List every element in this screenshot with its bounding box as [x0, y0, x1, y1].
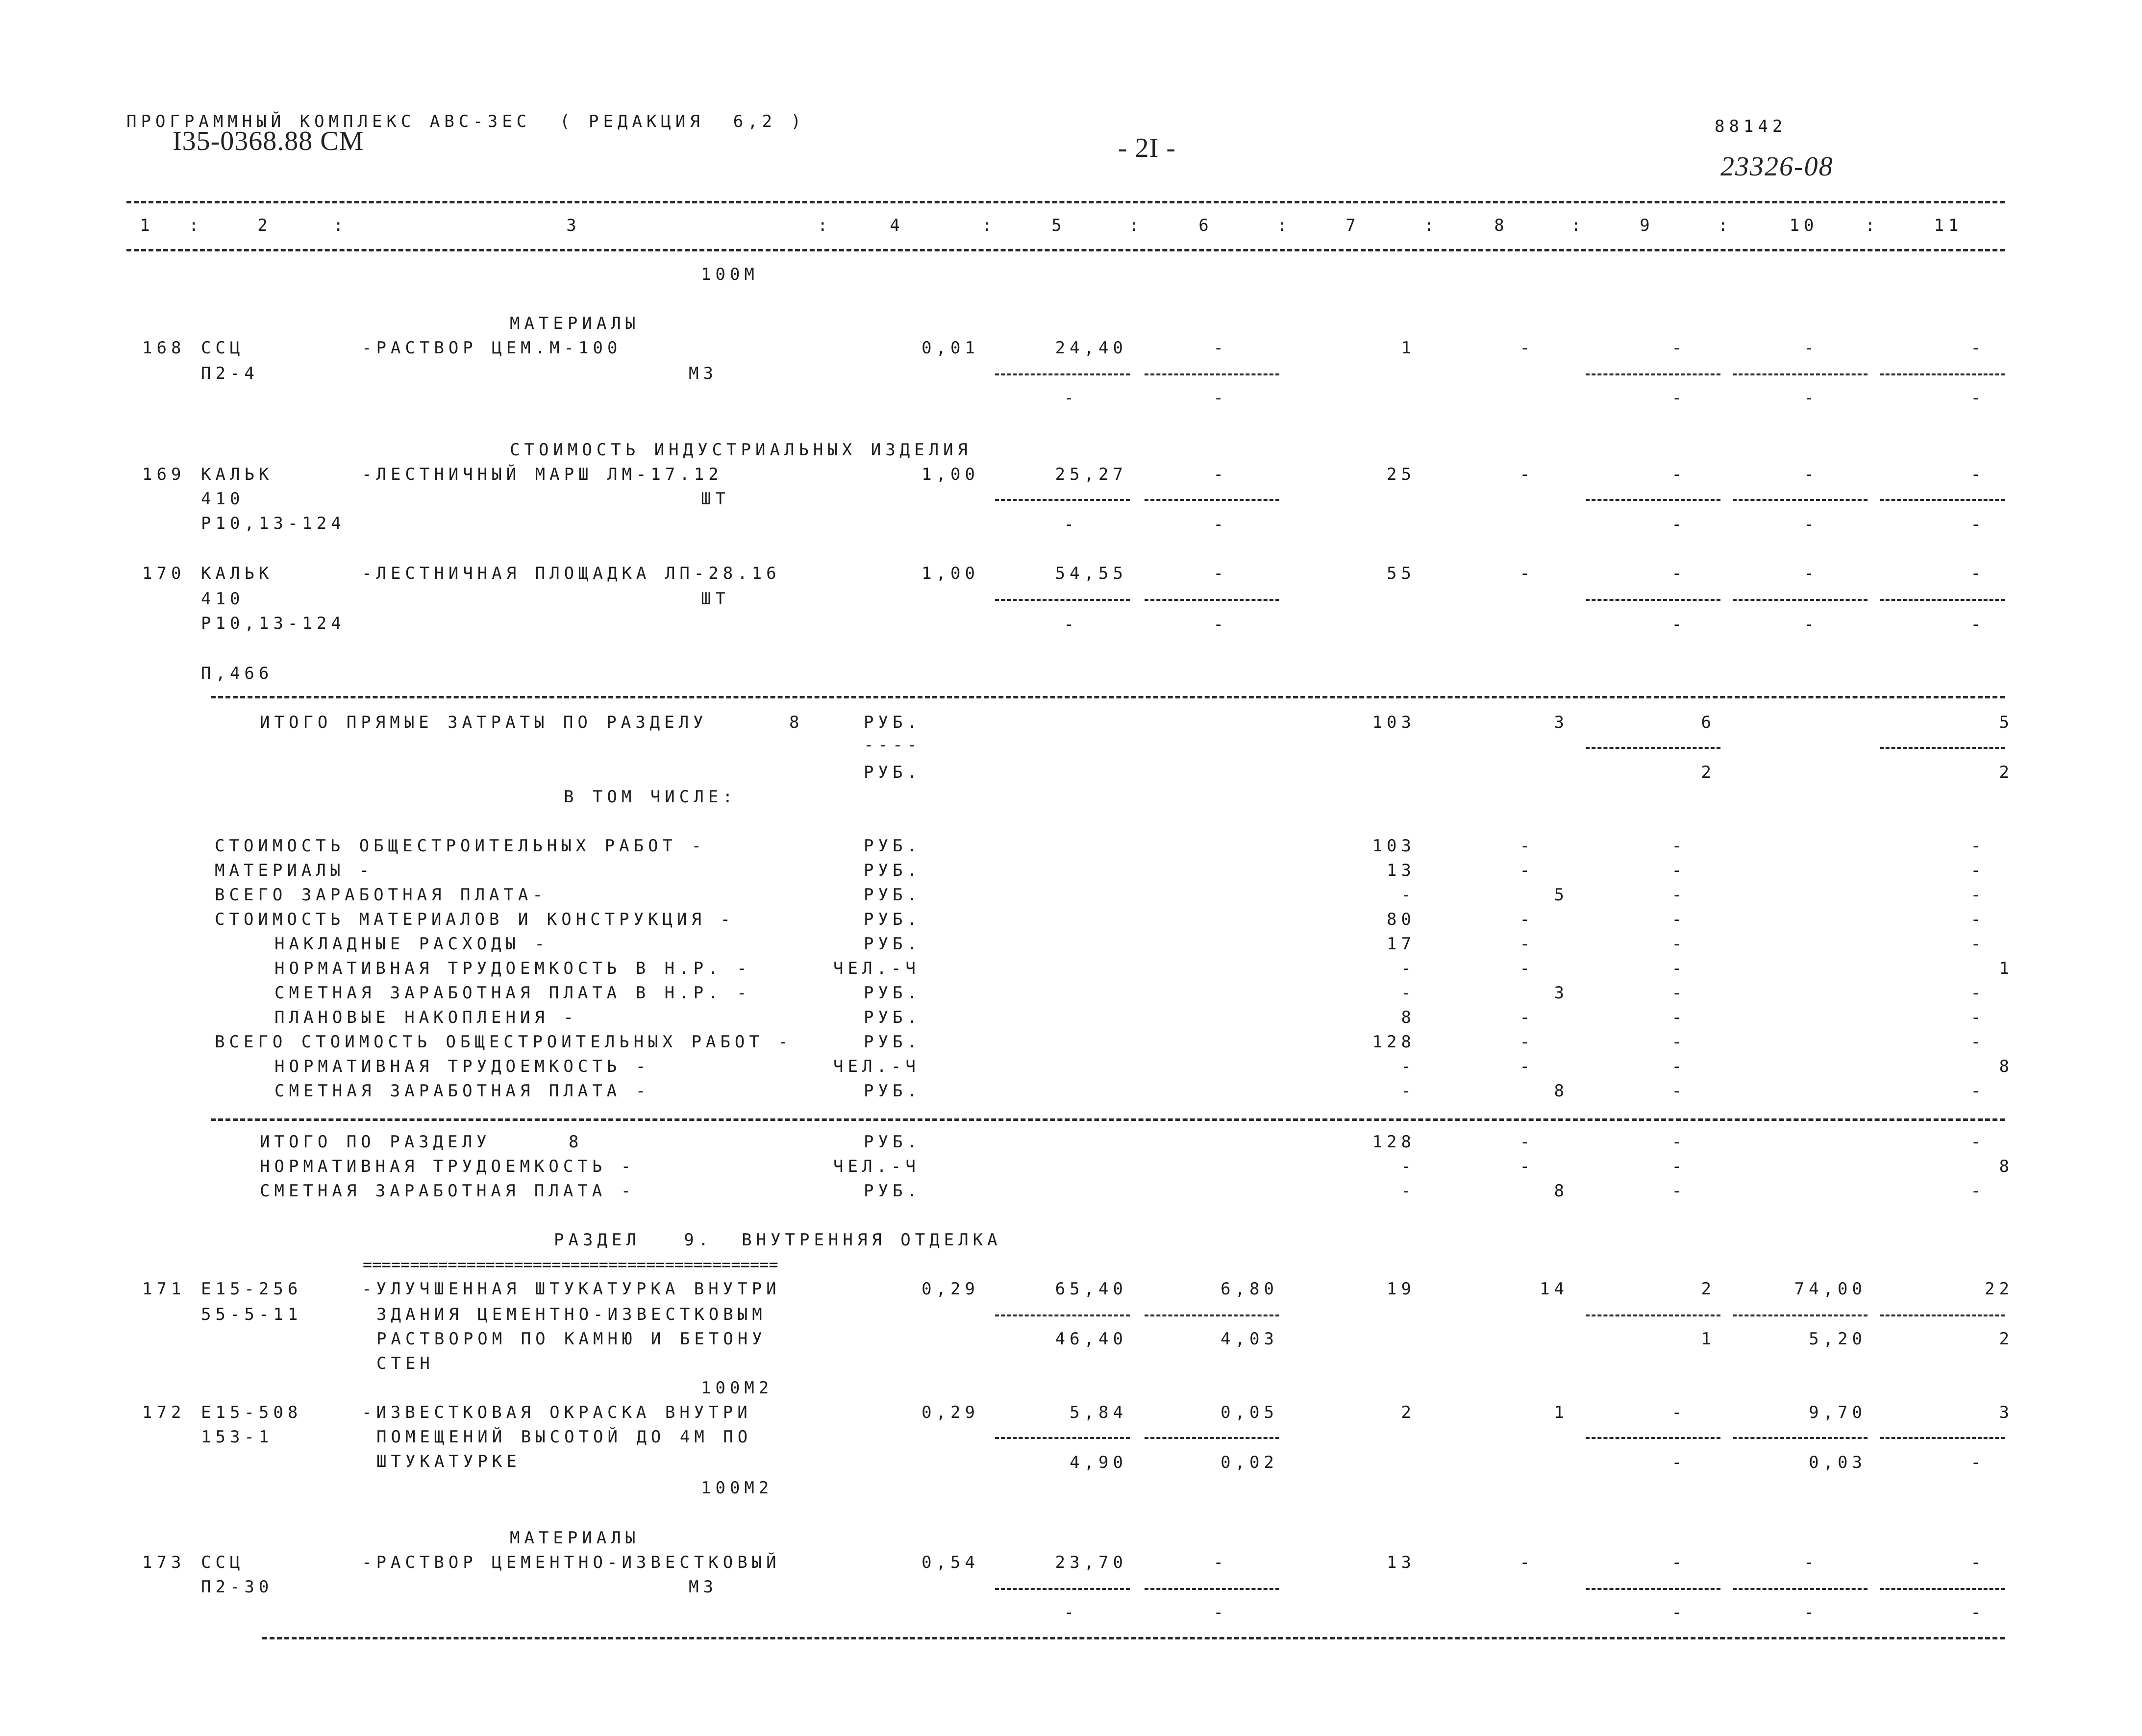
cell-rule — [995, 1314, 1130, 1316]
row-unit: М3 — [689, 1577, 718, 1597]
breakdown-label: НОРМАТИВНАЯ ТРУДОЕМКОСТЬ - — [274, 1057, 650, 1076]
page-number: - 2I - — [1118, 133, 1176, 163]
row-c7: 19 — [1387, 1279, 1416, 1299]
breakdown-unit: РУБ. — [864, 861, 922, 880]
row-c7: 25 — [1387, 465, 1416, 484]
direct-c9-second: 2 — [1701, 763, 1716, 782]
row-name-3: ШТУКАТУРКЕ — [376, 1452, 521, 1471]
row-c11-second: - — [1970, 1453, 1985, 1472]
breakdown-unit: ЧЕЛ.-Ч — [833, 959, 920, 978]
row-c11-second: 2 — [1999, 1329, 2014, 1349]
row-code-3: Р10,13-124 — [201, 514, 346, 533]
group-title: МАТЕРИАЛЫ — [510, 314, 640, 333]
row-name: -ЛЕСТНИЧНАЯ ПЛОЩАДКА ЛП-28.16 — [362, 564, 781, 583]
breakdown-c8: 8 — [1554, 1081, 1569, 1101]
breakdown-c9: - — [1671, 1032, 1686, 1052]
row-c5: 54,55 — [1055, 564, 1127, 583]
row-c6: - — [1213, 1553, 1228, 1572]
col-10: 10 — [1789, 216, 1818, 235]
row-code: КАЛЬК — [201, 465, 274, 484]
row-c8: - — [1519, 465, 1534, 484]
direct-c8: 3 — [1554, 713, 1569, 732]
breakdown-c9: - — [1671, 934, 1686, 954]
row-name-3: РАСТВОРОМ ПО КАМНЮ И БЕТОНУ — [376, 1329, 767, 1349]
row-c8: 14 — [1540, 1279, 1569, 1299]
row-c6-second: 4,03 — [1220, 1329, 1278, 1349]
section-total-c9: - — [1671, 1157, 1686, 1176]
direct-c7: 103 — [1372, 713, 1416, 732]
cell-rule — [1586, 599, 1720, 601]
breakdown-unit: РУБ. — [864, 1081, 922, 1101]
breakdown-c7: 103 — [1372, 836, 1416, 856]
cell-rule — [995, 1437, 1130, 1439]
breakdown-label: МАТЕРИАЛЫ - — [215, 861, 374, 880]
breakdown-c8: - — [1519, 1008, 1534, 1027]
cell-rule — [1880, 1588, 2005, 1590]
row-c10-second: 5,20 — [1809, 1329, 1867, 1349]
row-number: 171 — [142, 1279, 186, 1299]
row-name: -ИЗВЕСТКОВАЯ ОКРАСКА ВНУТРИ — [362, 1403, 752, 1422]
section-total-c8: 8 — [1554, 1181, 1569, 1201]
section-total-c7: - — [1401, 1157, 1416, 1176]
breakdown-c8: - — [1519, 861, 1534, 880]
row-c11-second: - — [1970, 615, 1985, 634]
cell-rule — [1145, 1588, 1279, 1590]
row-c11: - — [1970, 1553, 1985, 1572]
row-c9: 2 — [1701, 1279, 1716, 1299]
cell-rule — [1733, 1588, 1868, 1590]
breakdown-c9: - — [1671, 1081, 1686, 1101]
row-c6: - — [1213, 338, 1228, 358]
breakdown-c7: 17 — [1387, 934, 1416, 954]
row-c10: - — [1804, 1553, 1818, 1572]
section-total-unit: РУБ. — [864, 1132, 922, 1152]
row-c6-second: 0,02 — [1220, 1453, 1278, 1472]
row-number: 170 — [142, 564, 186, 583]
col-sep: : — [982, 216, 996, 235]
note-reference: П,466 — [201, 664, 274, 683]
breakdown-c7: - — [1401, 885, 1416, 905]
section-total-c7: - — [1401, 1181, 1416, 1201]
breakdown-label: ВСЕГО ЗАРАБОТНАЯ ПЛАТА- — [215, 885, 547, 905]
col-sep: : — [1277, 216, 1292, 235]
row-unit: 100М2 — [701, 1478, 773, 1498]
row-c6-second: - — [1213, 515, 1228, 534]
row-code-3: Р10,13-124 — [201, 614, 346, 633]
breakdown-c11: - — [1970, 861, 1985, 880]
header-rule-top — [126, 201, 2005, 203]
breakdown-c11: 1 — [1999, 959, 2014, 978]
direct-c11-second: 2 — [1999, 763, 2014, 782]
row-c9-second: 1 — [1701, 1329, 1716, 1349]
row-c9-second: - — [1671, 1453, 1686, 1472]
breakdown-c9: - — [1671, 836, 1686, 856]
breakdown-c11: - — [1970, 934, 1985, 954]
row-code: Е15-508 — [201, 1403, 302, 1422]
row-qty: 0,29 — [922, 1279, 979, 1299]
direct-costs-section: 8 — [789, 713, 804, 732]
row-c11: 3 — [1999, 1403, 2014, 1422]
col-sep: : — [1865, 216, 1880, 235]
row-c7: 2 — [1401, 1403, 1416, 1422]
row-c8: - — [1519, 564, 1534, 583]
row-c10-second: - — [1804, 515, 1818, 534]
row-c10: 74,00 — [1794, 1279, 1867, 1299]
section-total-c8: - — [1519, 1157, 1534, 1176]
breakdown-unit: РУБ. — [864, 836, 922, 856]
breakdown-c9: - — [1671, 1008, 1686, 1027]
row-name-2: ПОМЕЩЕНИЙ ВЫСОТОЙ ДО 4М ПО — [376, 1427, 752, 1447]
section-total-label: ИТОГО ПО РАЗДЕЛУ — [260, 1132, 491, 1152]
cell-rule — [1586, 1588, 1720, 1590]
row-c9-second: - — [1671, 515, 1686, 534]
row-name: -УЛУЧШЕННАЯ ШТУКАТУРКА ВНУТРИ — [362, 1279, 781, 1299]
row-unit: ШТ — [701, 589, 730, 609]
breakdown-label: НАКЛАДНЫЕ РАСХОДЫ - — [274, 934, 549, 954]
cell-rule — [1733, 499, 1868, 501]
section-total-section: 8 — [569, 1132, 583, 1152]
document-code: I35-0368.88 СМ — [173, 126, 364, 156]
cell-rule — [1880, 599, 2005, 601]
row-c7: 13 — [1387, 1553, 1416, 1572]
breakdown-c11: - — [1970, 836, 1985, 856]
section-totals-rule — [211, 1118, 2005, 1121]
row-c9: - — [1671, 564, 1686, 583]
row-c11: - — [1970, 564, 1985, 583]
breakdown-unit: РУБ. — [864, 934, 922, 954]
row-c11-second: - — [1970, 515, 1985, 534]
breakdown-c8: - — [1519, 1057, 1534, 1076]
row-c6-second: - — [1213, 615, 1228, 634]
row-c7: 1 — [1401, 338, 1416, 358]
breakdown-c11: - — [1970, 910, 1985, 929]
page-bottom-rule — [262, 1637, 2005, 1639]
section-total-c9: - — [1671, 1132, 1686, 1152]
row-unit: 100М2 — [701, 1378, 773, 1398]
row-c6: - — [1213, 465, 1228, 484]
breakdown-unit: РУБ. — [864, 910, 922, 929]
row-c10-second: - — [1804, 1603, 1818, 1622]
cell-rule — [995, 599, 1130, 601]
breakdown-c8: - — [1519, 836, 1534, 856]
cell-rule — [995, 499, 1130, 501]
breakdown-label: СМЕТНАЯ ЗАРАБОТНАЯ ПЛАТА В Н.Р. - — [274, 983, 751, 1003]
section-underline: ============================================ — [363, 1255, 778, 1274]
row-c10-second: 0,03 — [1809, 1453, 1867, 1472]
col-2: 2 — [257, 216, 272, 235]
section-total-unit: ЧЕЛ.-Ч — [833, 1157, 920, 1176]
row-qty: 1,00 — [922, 465, 979, 484]
col-sep: : — [333, 216, 348, 235]
breakdown-c11: - — [1970, 1008, 1985, 1027]
col-sep: : — [818, 216, 832, 235]
archive-number: 23326-08 — [1720, 151, 1834, 182]
cell-rule — [1586, 1437, 1720, 1439]
row-code: ССЦ — [201, 338, 245, 358]
breakdown-c7: 128 — [1372, 1032, 1416, 1052]
breakdown-c7: - — [1401, 1081, 1416, 1101]
breakdown-c7: 80 — [1387, 910, 1416, 929]
col-sep: : — [1424, 216, 1439, 235]
cell-rule — [1145, 499, 1279, 501]
row-c5-second: 46,40 — [1055, 1329, 1127, 1349]
breakdown-c8: - — [1519, 934, 1534, 954]
including-label: В ТОМ ЧИСЛЕ: — [564, 787, 737, 807]
row-c6: - — [1213, 564, 1228, 583]
row-c9-second: - — [1671, 615, 1686, 634]
section-total-label: НОРМАТИВНАЯ ТРУДОЕМКОСТЬ - — [260, 1157, 636, 1176]
breakdown-label: ВСЕГО СТОИМОСТЬ ОБЩЕСТРОИТЕЛЬНЫХ РАБОТ - — [215, 1032, 793, 1052]
cell-rule — [1586, 1314, 1720, 1316]
cell-rule — [1733, 1437, 1868, 1439]
col-3: 3 — [566, 216, 581, 235]
section-total-c8: - — [1519, 1132, 1534, 1152]
row-c6: 0,05 — [1220, 1403, 1278, 1422]
row-code: ССЦ — [201, 1553, 245, 1572]
cell-rule — [995, 1588, 1130, 1590]
row-unit: М3 — [689, 364, 718, 383]
row-code-2: 153-1 — [201, 1427, 274, 1447]
row-code: Е15-256 — [201, 1279, 302, 1299]
section-total-unit: РУБ. — [864, 1181, 922, 1201]
breakdown-label: ПЛАНОВЫЕ НАКОПЛЕНИЯ - — [274, 1008, 578, 1027]
breakdown-unit: РУБ. — [864, 983, 922, 1003]
row-c5-second: - — [1064, 515, 1078, 534]
row-c6-second: - — [1213, 1603, 1228, 1622]
section-total-c9: - — [1671, 1181, 1686, 1201]
col-11: 11 — [1934, 216, 1963, 235]
unit-rub: РУБ. — [864, 763, 922, 782]
row-code-2: 410 — [201, 589, 245, 609]
row-c9: - — [1671, 338, 1686, 358]
direct-c9: 6 — [1701, 713, 1716, 732]
breakdown-c9: - — [1671, 910, 1686, 929]
row-unit: ШТ — [701, 489, 730, 509]
row-c9-second: - — [1671, 1603, 1686, 1622]
row-c11-second: - — [1970, 388, 1985, 408]
row-name: -РАСТВОР ЦЕМЕНТНО-ИЗВЕСТКОВЫЙ — [362, 1553, 781, 1572]
row-c6: 6,80 — [1220, 1279, 1278, 1299]
row-c5-second: - — [1064, 388, 1078, 408]
col-4: 4 — [890, 216, 904, 235]
breakdown-c7: 13 — [1387, 861, 1416, 880]
breakdown-unit: ЧЕЛ.-Ч — [833, 1057, 920, 1076]
breakdown-label: НОРМАТИВНАЯ ТРУДОЕМКОСТЬ В Н.Р. - — [274, 959, 751, 978]
cell-rule — [1880, 1314, 2005, 1316]
row-c10: - — [1804, 564, 1818, 583]
cell-rule — [1586, 499, 1720, 501]
row-code-2: П2-4 — [201, 364, 259, 383]
cell-rule — [1145, 373, 1279, 375]
row-c5: 5,84 — [1070, 1403, 1127, 1422]
breakdown-c11: - — [1970, 1032, 1985, 1052]
cell-rule — [1145, 1314, 1279, 1316]
row-qty: 0,29 — [922, 1403, 979, 1422]
row-code-2: 55-5-11 — [201, 1305, 302, 1324]
row-number: 172 — [142, 1403, 186, 1422]
breakdown-label: СТОИМОСТЬ МАТЕРИАЛОВ И КОНСТРУКЦИЯ - — [215, 910, 735, 929]
row-c5-second: - — [1064, 1603, 1078, 1622]
row-c6-second: - — [1213, 388, 1228, 408]
row-c10: - — [1804, 338, 1818, 358]
breakdown-unit: РУБ. — [864, 885, 922, 905]
row-c9: - — [1671, 1403, 1686, 1422]
row-c9: - — [1671, 465, 1686, 484]
cell-rule — [1733, 373, 1868, 375]
col-8: 8 — [1494, 216, 1509, 235]
cell-rule — [1880, 373, 2005, 375]
order-number: 88142 — [1715, 117, 1787, 136]
breakdown-c7: - — [1401, 1057, 1416, 1076]
group-title: МАТЕРИАЛЫ — [510, 1528, 640, 1548]
breakdown-c11: - — [1970, 983, 1985, 1003]
row-name: -РАСТВОР ЦЕМ.М-100 — [362, 338, 622, 358]
breakdown-c7: - — [1401, 959, 1416, 978]
breakdown-c9: - — [1671, 983, 1686, 1003]
row-c11: - — [1970, 338, 1985, 358]
direct-c11: 5 — [1999, 713, 2014, 732]
cell-rule — [1880, 499, 2005, 501]
cell-rule — [995, 373, 1130, 375]
row-qty: 0,54 — [922, 1553, 979, 1572]
breakdown-c11: - — [1970, 885, 1985, 905]
breakdown-c9: - — [1671, 1057, 1686, 1076]
row-code-2: П2-30 — [201, 1577, 274, 1597]
direct-costs-label: ИТОГО ПРЯМЫЕ ЗАТРАТЫ ПО РАЗДЕЛУ — [260, 713, 708, 732]
col-9: 9 — [1640, 216, 1654, 235]
row-c5: 25,27 — [1055, 465, 1127, 484]
totals-rule — [211, 696, 2005, 698]
col-sep: : — [1129, 216, 1144, 235]
row-c11: 22 — [1985, 1279, 2014, 1299]
row-c7: 55 — [1387, 564, 1416, 583]
col-sep: : — [1718, 216, 1733, 235]
cell-rule — [1880, 747, 2005, 749]
row-number: 168 — [142, 338, 186, 358]
section-heading: РАЗДЕЛ 9. ВНУТРЕННЯЯ ОТДЕЛКА — [554, 1230, 1002, 1250]
cell-rule — [1733, 1314, 1868, 1316]
section-total-c11: 8 — [1999, 1157, 2014, 1176]
row-c8: - — [1519, 338, 1534, 358]
row-c11-second: - — [1970, 1603, 1985, 1622]
row-c5: 23,70 — [1055, 1553, 1127, 1572]
row-name: -ЛЕСТНИЧНЫЙ МАРШ ЛМ-17.12 — [362, 465, 723, 484]
breakdown-unit: РУБ. — [864, 1008, 922, 1027]
section-total-c11: - — [1970, 1132, 1985, 1152]
row-c10: 9,70 — [1809, 1403, 1867, 1422]
row-c5: 24,40 — [1055, 338, 1127, 358]
col-sep: : — [1571, 216, 1586, 235]
row-code: КАЛЬК — [201, 564, 274, 583]
breakdown-c9: - — [1671, 959, 1686, 978]
breakdown-c8: - — [1519, 1032, 1534, 1052]
breakdown-c8: 3 — [1554, 983, 1569, 1003]
col-sep: : — [189, 216, 203, 235]
row-c8: 1 — [1554, 1403, 1569, 1422]
breakdown-c7: - — [1401, 983, 1416, 1003]
row-c9-second: - — [1671, 388, 1686, 408]
unit-dashes: ---- — [864, 735, 922, 755]
row-c10-second: - — [1804, 615, 1818, 634]
breakdown-c8: 5 — [1554, 885, 1569, 905]
row-c5: 65,40 — [1055, 1279, 1127, 1299]
breakdown-c9: - — [1671, 861, 1686, 880]
cell-rule — [1586, 747, 1720, 749]
row-c8: - — [1519, 1553, 1534, 1572]
cell-rule — [1880, 1437, 2005, 1439]
section-total-c11: - — [1970, 1181, 1985, 1201]
row-c9: - — [1671, 1553, 1686, 1572]
col-6: 6 — [1198, 216, 1213, 235]
row-qty: 1,00 — [922, 564, 979, 583]
cell-rule — [1733, 599, 1868, 601]
col-5: 5 — [1051, 216, 1066, 235]
breakdown-label: СТОИМОСТЬ ОБЩЕСТРОИТЕЛЬНЫХ РАБОТ - — [215, 836, 706, 856]
breakdown-label: СМЕТНАЯ ЗАРАБОТНАЯ ПЛАТА - — [274, 1081, 650, 1101]
unit-rub: РУБ. — [864, 713, 922, 732]
header-rule-bottom — [126, 249, 2005, 251]
group-title: СТОИМОСТЬ ИНДУСТРИАЛЬНЫХ ИЗДЕЛИЯ — [510, 440, 972, 460]
program-title: ПРОГРАММНЫЙ КОМПЛЕКС АВС-ЗЕС ( РЕДАКЦИЯ 6,2 ) — [126, 112, 806, 131]
row-number: 169 — [142, 465, 186, 484]
row-c11: - — [1970, 465, 1985, 484]
row-name-2: ЗДАНИЯ ЦЕМЕНТНО-ИЗВЕСТКОВЫМ — [376, 1305, 767, 1324]
row-c5-second: - — [1064, 615, 1078, 634]
breakdown-c8: - — [1519, 959, 1534, 978]
row-number: 173 — [142, 1553, 186, 1572]
section-total-c7: 128 — [1372, 1132, 1416, 1152]
breakdown-c11: - — [1970, 1081, 1985, 1101]
breakdown-c8: - — [1519, 910, 1534, 929]
breakdown-c9: - — [1671, 885, 1686, 905]
col-1: 1 — [140, 216, 154, 235]
row-name-4: СТЕН — [376, 1354, 434, 1373]
row-code-2: 410 — [201, 489, 245, 509]
unit-label: 100М — [701, 265, 759, 284]
row-c10: - — [1804, 465, 1818, 484]
cell-rule — [1586, 373, 1720, 375]
breakdown-c11: 8 — [1999, 1057, 2014, 1076]
cell-rule — [1145, 599, 1279, 601]
col-7: 7 — [1345, 216, 1360, 235]
row-c10-second: - — [1804, 388, 1818, 408]
row-qty: 0,01 — [922, 338, 979, 358]
row-c5-second: 4,90 — [1070, 1453, 1127, 1472]
breakdown-c7: 8 — [1401, 1008, 1416, 1027]
cell-rule — [1145, 1437, 1279, 1439]
section-total-label: СМЕТНАЯ ЗАРАБОТНАЯ ПЛАТА - — [260, 1181, 636, 1201]
breakdown-unit: РУБ. — [864, 1032, 922, 1052]
